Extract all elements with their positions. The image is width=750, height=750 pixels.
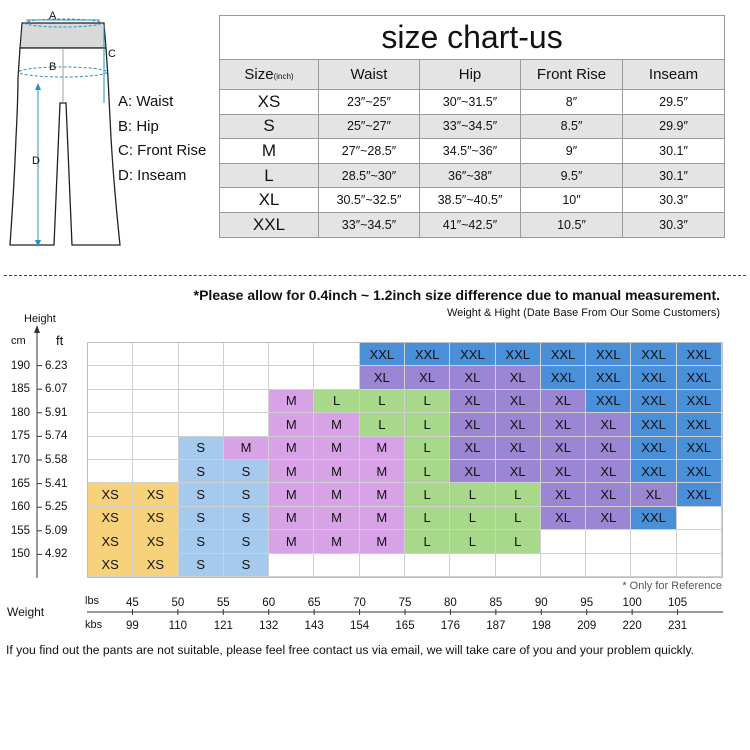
grid-cell <box>677 554 722 577</box>
row-hip: 41″~42.5″ <box>420 212 521 237</box>
grid-cell: XL <box>541 483 586 506</box>
grid-cell: M <box>269 483 314 506</box>
grid-cell: L <box>496 507 541 530</box>
grid-cell: XS <box>133 554 178 577</box>
grid-cell: XXL <box>586 390 631 413</box>
row-size: L <box>220 163 319 188</box>
grid-cell: L <box>405 413 450 436</box>
grid-cell <box>224 343 269 366</box>
grid-cell: XL <box>586 507 631 530</box>
grid-cell: XXL <box>631 507 676 530</box>
grid-cell: XXL <box>541 343 586 366</box>
weight-kbs-label: 231 <box>667 620 688 632</box>
grid-cell: XXL <box>586 343 631 366</box>
grid-cell: XXL <box>541 366 586 389</box>
table-row <box>220 163 725 188</box>
row-front-rise: 8″ <box>521 90 623 115</box>
grid-cell: L <box>314 390 359 413</box>
grid-cell: S <box>224 483 269 506</box>
grid-cell <box>88 460 133 483</box>
weight-lbs-label: 50 <box>171 597 185 609</box>
grid-cell: M <box>314 460 359 483</box>
grid-cell: XL <box>541 390 586 413</box>
grid-cell <box>314 554 359 577</box>
row-front-rise: 9″ <box>521 139 623 164</box>
height-cm-label: 190 <box>10 359 30 372</box>
height-cm-label: 150 <box>10 548 30 561</box>
weight-lbs-label: 60 <box>262 597 276 609</box>
grid-cell: XL <box>541 507 586 530</box>
row-size: XS <box>220 90 319 115</box>
grid-cell: S <box>224 554 269 577</box>
grid-cell <box>179 413 224 436</box>
row-hip: 34.5″~36″ <box>420 139 521 164</box>
grid-cell: XXL <box>677 413 722 436</box>
size-chart-title: size chart-us <box>220 16 725 60</box>
header-size: Size(inch) <box>220 60 319 90</box>
height-cm-label: 185 <box>10 383 30 396</box>
grid-cell: XL <box>496 390 541 413</box>
grid-cell: M <box>314 507 359 530</box>
grid-cell: XXL <box>677 483 722 506</box>
row-front-rise: 9.5″ <box>521 163 623 188</box>
size-recommendation-grid <box>87 342 723 578</box>
weight-lbs-label: 45 <box>126 597 139 609</box>
grid-cell <box>88 413 133 436</box>
weight-kbs-label: 110 <box>168 620 188 632</box>
grid-cell: XL <box>541 460 586 483</box>
height-unit-cm: cm <box>11 335 26 347</box>
weight-kbs-label: 187 <box>486 620 506 632</box>
row-inseam: 29.5″ <box>623 90 725 115</box>
header-inseam: Inseam <box>623 60 725 90</box>
table-row <box>220 188 725 213</box>
grid-cell: L <box>405 437 450 460</box>
row-size: XXL <box>220 212 319 237</box>
grid-cell <box>269 554 314 577</box>
grid-cell: XXL <box>631 366 676 389</box>
weight-kbs-label: 176 <box>440 620 461 632</box>
height-ft-label: 5.41 <box>45 477 68 490</box>
grid-cell: XS <box>133 507 178 530</box>
height-ft-label: 5.25 <box>45 501 68 514</box>
weight-unit-kbs: kbs <box>85 619 103 631</box>
weight-axis-title: Weight <box>7 605 45 619</box>
grid-cell <box>88 437 133 460</box>
row-waist: 23″~25″ <box>319 90 420 115</box>
grid-cell <box>405 554 450 577</box>
grid-cell: S <box>179 483 224 506</box>
height-ft-label: 4.92 <box>45 548 68 561</box>
diagram-label-a: A <box>49 10 57 22</box>
grid-cell: XL <box>496 413 541 436</box>
grid-cell: L <box>450 507 495 530</box>
grid-cell <box>269 366 314 389</box>
height-cm-label: 175 <box>10 430 30 443</box>
weight-lbs-label: 70 <box>353 597 366 609</box>
data-source-note: Weight & Hight (Date Base From Our Some Customers) <box>446 307 720 319</box>
grid-cell <box>133 460 178 483</box>
grid-cell <box>133 390 178 413</box>
grid-cell <box>179 390 224 413</box>
grid-cell <box>179 366 224 389</box>
row-inseam: 30.3″ <box>623 188 725 213</box>
grid-cell: XL <box>586 460 631 483</box>
row-inseam: 30.1″ <box>623 139 725 164</box>
grid-cell <box>631 554 676 577</box>
weight-lbs-label: 75 <box>398 597 412 609</box>
grid-cell: XXL <box>496 343 541 366</box>
diagram-label-c: C <box>108 48 116 60</box>
measurement-legend <box>118 90 206 188</box>
diagram-label-d: D <box>32 155 40 167</box>
section-divider <box>4 275 746 276</box>
height-ft-label: 5.58 <box>45 454 68 466</box>
measurement-note: *Please allow for 0.4inch ~ 1.2inch size difference due to manual measurement. <box>193 287 720 303</box>
row-waist: 27″~28.5″ <box>319 139 420 164</box>
height-ft-label: 6.07 <box>45 383 68 396</box>
height-axis-title: Height <box>24 313 56 325</box>
grid-cell: M <box>360 530 405 553</box>
grid-cell <box>314 343 359 366</box>
weight-lbs-label: 85 <box>489 597 503 609</box>
weight-kbs-label: 209 <box>577 620 597 632</box>
weight-kbs-label: 154 <box>349 620 370 632</box>
grid-cell <box>179 343 224 366</box>
header-hip: Hip <box>420 60 521 90</box>
weight-lbs-label: 80 <box>444 597 457 609</box>
grid-cell <box>88 343 133 366</box>
grid-cell: XL <box>405 366 450 389</box>
grid-cell <box>133 366 178 389</box>
weight-unit-lbs: lbs <box>85 595 100 607</box>
reference-note: * Only for Reference <box>622 580 722 592</box>
weight-lbs-label: 95 <box>580 597 594 609</box>
grid-cell: XS <box>133 483 178 506</box>
grid-cell: M <box>269 507 314 530</box>
grid-cell <box>677 507 722 530</box>
grid-cell: S <box>179 530 224 553</box>
weight-lbs-label: 105 <box>667 597 688 609</box>
row-front-rise: 10″ <box>521 188 623 213</box>
height-cm-label: 180 <box>10 406 30 419</box>
grid-cell: XXL <box>677 343 722 366</box>
grid-cell: S <box>179 460 224 483</box>
weight-lbs-label: 55 <box>216 597 230 609</box>
grid-cell: XXL <box>631 460 676 483</box>
grid-cell: M <box>314 483 359 506</box>
row-front-rise: 8.5″ <box>521 114 623 139</box>
grid-cell: XXL <box>631 413 676 436</box>
grid-cell: M <box>269 460 314 483</box>
grid-cell <box>88 366 133 389</box>
grid-cell <box>269 343 314 366</box>
grid-cell: L <box>450 483 495 506</box>
table-row <box>220 90 725 115</box>
grid-cell: L <box>360 390 405 413</box>
grid-cell: M <box>269 437 314 460</box>
weight-lbs-label: 90 <box>534 597 548 609</box>
legend-hip: B: Hip <box>118 117 159 135</box>
grid-cell: XL <box>450 460 495 483</box>
row-size: S <box>220 114 319 139</box>
grid-cell <box>224 413 269 436</box>
height-cm-label: 160 <box>10 501 30 514</box>
row-waist: 33″~34.5″ <box>319 212 420 237</box>
grid-cell: XS <box>133 530 178 553</box>
grid-cell: XL <box>586 437 631 460</box>
grid-cell: XXL <box>631 437 676 460</box>
height-cm-label: 170 <box>10 454 30 466</box>
height-cm-label: 165 <box>10 477 30 490</box>
pants-diagram <box>8 8 128 248</box>
weight-kbs-label: 198 <box>531 620 551 632</box>
grid-cell: L <box>405 530 450 553</box>
grid-cell: M <box>314 413 359 436</box>
grid-cell <box>496 554 541 577</box>
row-hip: 38.5″~40.5″ <box>420 188 521 213</box>
row-front-rise: 10.5″ <box>521 212 623 237</box>
height-ft-label: 5.91 <box>45 406 68 419</box>
header-waist: Waist <box>319 60 420 90</box>
grid-cell <box>541 554 586 577</box>
grid-cell: M <box>314 530 359 553</box>
grid-cell: M <box>360 483 405 506</box>
weight-kbs-label: 121 <box>213 620 233 632</box>
grid-cell: M <box>269 390 314 413</box>
grid-cell: XL <box>631 483 676 506</box>
legend-front-rise: C: Front Rise <box>118 142 207 159</box>
height-cm-label: 155 <box>10 524 30 537</box>
grid-cell: XXL <box>677 366 722 389</box>
grid-cell: XL <box>450 390 495 413</box>
height-ft-label: 5.74 <box>45 430 68 443</box>
grid-cell: XL <box>496 437 541 460</box>
grid-cell <box>541 530 586 553</box>
weight-kbs-label: 143 <box>304 620 324 632</box>
grid-cell: S <box>224 460 269 483</box>
grid-cell <box>133 437 178 460</box>
grid-cell <box>314 366 359 389</box>
table-row <box>220 212 725 237</box>
row-inseam: 29.9″ <box>623 114 725 139</box>
grid-cell: XL <box>450 366 495 389</box>
grid-cell <box>586 554 631 577</box>
grid-cell: M <box>314 437 359 460</box>
grid-cell: L <box>450 530 495 553</box>
height-unit-ft: ft <box>56 333 64 348</box>
grid-cell <box>450 554 495 577</box>
grid-cell <box>631 530 676 553</box>
grid-cell: S <box>179 437 224 460</box>
grid-cell: XL <box>360 366 405 389</box>
grid-cell <box>224 390 269 413</box>
grid-cell: XS <box>88 530 133 553</box>
grid-cell: XXL <box>631 390 676 413</box>
grid-cell: S <box>224 530 269 553</box>
diagram-label-b: B <box>49 61 57 73</box>
grid-cell: XXL <box>677 460 722 483</box>
row-size: M <box>220 139 319 164</box>
row-hip: 30″~31.5″ <box>420 90 521 115</box>
row-hip: 33″~34.5″ <box>420 114 521 139</box>
grid-cell: XXL <box>405 343 450 366</box>
grid-cell: M <box>360 460 405 483</box>
legend-waist: A: Waist <box>118 93 174 110</box>
grid-cell <box>224 366 269 389</box>
weight-kbs-label: 132 <box>259 620 279 632</box>
grid-cell: L <box>496 483 541 506</box>
grid-cell <box>586 530 631 553</box>
row-size: XL <box>220 188 319 213</box>
grid-cell: XL <box>496 460 541 483</box>
grid-cell: M <box>224 437 269 460</box>
row-hip: 36″~38″ <box>420 163 521 188</box>
grid-cell: S <box>179 554 224 577</box>
grid-cell: XXL <box>586 366 631 389</box>
grid-cell: XS <box>88 554 133 577</box>
grid-cell: L <box>405 390 450 413</box>
grid-cell: XXL <box>677 437 722 460</box>
grid-cell <box>88 390 133 413</box>
grid-cell: M <box>360 437 405 460</box>
table-row <box>220 114 725 139</box>
row-inseam: 30.3″ <box>623 212 725 237</box>
grid-cell: XL <box>586 413 631 436</box>
weight-kbs-label: 165 <box>395 620 415 632</box>
grid-cell: XS <box>88 483 133 506</box>
grid-cell: XL <box>496 366 541 389</box>
row-inseam: 30.1″ <box>623 163 725 188</box>
grid-cell: XXL <box>677 390 722 413</box>
grid-cell: XL <box>450 437 495 460</box>
grid-cell: L <box>405 483 450 506</box>
grid-cell: S <box>224 507 269 530</box>
grid-cell: L <box>360 413 405 436</box>
grid-cell: L <box>405 460 450 483</box>
grid-cell <box>677 530 722 553</box>
size-chart-table <box>219 15 725 238</box>
grid-cell: M <box>269 413 314 436</box>
grid-cell: XXL <box>631 343 676 366</box>
grid-cell: L <box>405 507 450 530</box>
grid-cell: M <box>269 530 314 553</box>
row-waist: 30.5″~32.5″ <box>319 188 420 213</box>
grid-cell: XL <box>450 413 495 436</box>
table-row <box>220 139 725 164</box>
height-ft-label: 5.09 <box>45 524 68 537</box>
grid-cell <box>133 343 178 366</box>
grid-cell: XXL <box>360 343 405 366</box>
legend-inseam: D: Inseam <box>118 166 187 184</box>
weight-kbs-label: 99 <box>126 620 139 632</box>
weight-lbs-label: 100 <box>622 597 642 609</box>
grid-cell: XXL <box>450 343 495 366</box>
grid-cell: XL <box>586 483 631 506</box>
grid-cell: XL <box>541 413 586 436</box>
footer-message: If you find out the pants are not suitable, please feel free contact us via email, we will take care of you and your problem quickly. <box>6 643 695 657</box>
grid-cell <box>133 413 178 436</box>
row-waist: 25″~27″ <box>319 114 420 139</box>
grid-cell: XS <box>88 507 133 530</box>
row-waist: 28.5″~30″ <box>319 163 420 188</box>
grid-cell: M <box>360 507 405 530</box>
weight-lbs-label: 65 <box>307 597 321 609</box>
grid-cell: XL <box>541 437 586 460</box>
grid-cell <box>360 554 405 577</box>
weight-kbs-label: 220 <box>622 620 642 632</box>
grid-cell: L <box>496 530 541 553</box>
grid-cell: S <box>179 507 224 530</box>
header-front-rise: Front Rise <box>521 60 623 90</box>
height-ft-label: 6.23 <box>45 359 68 372</box>
